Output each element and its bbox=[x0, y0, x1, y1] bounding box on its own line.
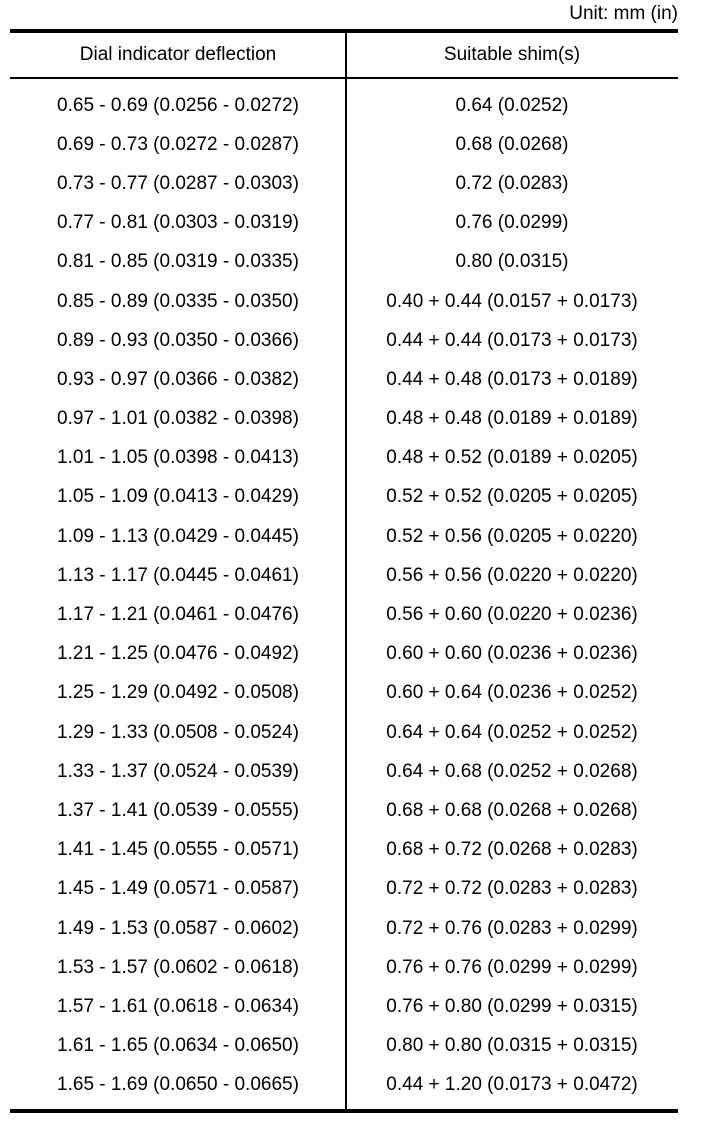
table-row bbox=[10, 439, 678, 478]
deflection-cell: 1.37 - 1.41 (0.0539 - 0.0555) bbox=[57, 799, 299, 821]
deflection-cell: 0.97 - 1.01 (0.0382 - 0.0398) bbox=[57, 408, 299, 430]
table-row bbox=[10, 321, 678, 360]
deflection-cell: 1.65 - 1.69 (0.0650 - 0.0665) bbox=[57, 1074, 299, 1096]
table-row bbox=[10, 1027, 678, 1066]
table-bottom-rule bbox=[10, 1109, 678, 1113]
table-header bbox=[10, 33, 678, 79]
table-row bbox=[10, 282, 678, 321]
shim-cell: 0.44 + 0.44 (0.0173 + 0.0173) bbox=[386, 329, 638, 351]
shim-cell: 0.80 (0.0315) bbox=[455, 251, 569, 273]
deflection-cell: 1.01 - 1.05 (0.0398 - 0.0413) bbox=[57, 447, 299, 469]
deflection-cell: 1.05 - 1.09 (0.0413 - 0.0429) bbox=[57, 486, 299, 508]
deflection-cell: 1.21 - 1.25 (0.0476 - 0.0492) bbox=[57, 643, 299, 665]
shim-cell: 0.48 + 0.48 (0.0189 + 0.0189) bbox=[386, 408, 638, 430]
table-row bbox=[10, 831, 678, 870]
shim-cell: 0.72 + 0.72 (0.0283 + 0.0283) bbox=[386, 878, 638, 900]
deflection-cell: 0.81 - 0.85 (0.0319 - 0.0335) bbox=[57, 251, 299, 273]
shim-cell: 0.56 + 0.56 (0.0220 + 0.0220) bbox=[386, 564, 638, 586]
shim-cell: 0.52 + 0.56 (0.0205 + 0.0220) bbox=[386, 525, 638, 547]
deflection-cell: 1.45 - 1.49 (0.0571 - 0.0587) bbox=[57, 878, 299, 900]
deflection-cell: 1.25 - 1.29 (0.0492 - 0.0508) bbox=[57, 682, 299, 704]
shim-cell: 0.76 + 0.80 (0.0299 + 0.0315) bbox=[386, 995, 638, 1017]
shim-table bbox=[10, 29, 678, 1113]
table-row bbox=[10, 360, 678, 399]
table-row bbox=[10, 164, 678, 203]
deflection-cell: 1.41 - 1.45 (0.0555 - 0.0571) bbox=[57, 839, 299, 861]
deflection-cell: 0.69 - 0.73 (0.0272 - 0.0287) bbox=[57, 133, 299, 155]
table-row bbox=[10, 125, 678, 164]
table-row bbox=[10, 674, 678, 713]
table-row bbox=[10, 635, 678, 674]
deflection-cell: 0.77 - 0.81 (0.0303 - 0.0319) bbox=[57, 212, 299, 234]
shim-cell: 0.72 (0.0283) bbox=[455, 172, 569, 194]
shim-cell: 0.72 + 0.76 (0.0283 + 0.0299) bbox=[386, 917, 638, 939]
table-row bbox=[10, 1066, 678, 1105]
column-divider bbox=[345, 33, 347, 1109]
deflection-cell: 0.85 - 0.89 (0.0335 - 0.0350) bbox=[57, 290, 299, 312]
table-row bbox=[10, 870, 678, 909]
deflection-cell: 1.29 - 1.33 (0.0508 - 0.0524) bbox=[57, 721, 299, 743]
shim-cell: 0.76 (0.0299) bbox=[455, 212, 569, 234]
deflection-cell: 0.73 - 0.77 (0.0287 - 0.0303) bbox=[57, 172, 299, 194]
table-row bbox=[10, 204, 678, 243]
table-row bbox=[10, 713, 678, 752]
header-suitable-shims: Suitable shim(s) bbox=[443, 44, 581, 65]
table-row bbox=[10, 987, 678, 1026]
table-row bbox=[10, 948, 678, 987]
deflection-cell: 1.33 - 1.37 (0.0524 - 0.0539) bbox=[57, 760, 299, 782]
shim-cell: 0.40 + 0.44 (0.0157 + 0.0173) bbox=[386, 290, 638, 312]
header-dial-indicator-deflection: Dial indicator deflection bbox=[79, 44, 277, 65]
table-row bbox=[10, 791, 678, 830]
shim-cell: 0.48 + 0.52 (0.0189 + 0.0205) bbox=[386, 447, 638, 469]
deflection-cell: 1.61 - 1.65 (0.0634 - 0.0650) bbox=[57, 1035, 299, 1057]
table-row bbox=[10, 86, 678, 125]
shim-cell: 0.64 (0.0252) bbox=[455, 94, 569, 116]
shim-cell: 0.80 + 0.80 (0.0315 + 0.0315) bbox=[386, 1035, 638, 1057]
shim-cell: 0.64 + 0.68 (0.0252 + 0.0268) bbox=[386, 760, 638, 782]
table-row bbox=[10, 517, 678, 556]
shim-cell: 0.60 + 0.64 (0.0236 + 0.0252) bbox=[386, 682, 638, 704]
shim-cell: 0.68 + 0.68 (0.0268 + 0.0268) bbox=[386, 799, 638, 821]
shim-cell: 0.68 + 0.72 (0.0268 + 0.0283) bbox=[386, 839, 638, 861]
deflection-cell: 1.49 - 1.53 (0.0587 - 0.0602) bbox=[57, 917, 299, 939]
shim-cell: 0.60 + 0.60 (0.0236 + 0.0236) bbox=[386, 643, 638, 665]
deflection-cell: 1.13 - 1.17 (0.0445 - 0.0461) bbox=[57, 564, 299, 586]
shim-cell: 0.68 (0.0268) bbox=[455, 133, 569, 155]
deflection-cell: 1.09 - 1.13 (0.0429 - 0.0445) bbox=[57, 525, 299, 547]
table-row bbox=[10, 400, 678, 439]
table-row bbox=[10, 556, 678, 595]
deflection-cell: 1.53 - 1.57 (0.0602 - 0.0618) bbox=[57, 956, 299, 978]
shim-cell: 0.52 + 0.52 (0.0205 + 0.0205) bbox=[386, 486, 638, 508]
deflection-cell: 1.57 - 1.61 (0.0618 - 0.0634) bbox=[57, 995, 299, 1017]
shim-cell: 0.56 + 0.60 (0.0220 + 0.0236) bbox=[386, 604, 638, 626]
table-row bbox=[10, 478, 678, 517]
table-row bbox=[10, 595, 678, 634]
deflection-cell: 0.65 - 0.69 (0.0256 - 0.0272) bbox=[57, 94, 299, 116]
table-body bbox=[10, 79, 678, 1105]
table-row bbox=[10, 909, 678, 948]
deflection-cell: 0.89 - 0.93 (0.0350 - 0.0366) bbox=[57, 329, 299, 351]
shim-cell: 0.44 + 0.48 (0.0173 + 0.0189) bbox=[386, 368, 638, 390]
shim-cell: 0.76 + 0.76 (0.0299 + 0.0299) bbox=[386, 956, 638, 978]
shim-cell: 0.64 + 0.64 (0.0252 + 0.0252) bbox=[386, 721, 638, 743]
deflection-cell: 0.93 - 0.97 (0.0366 - 0.0382) bbox=[57, 368, 299, 390]
table-row bbox=[10, 752, 678, 791]
unit-label: Unit: mm (in) bbox=[569, 3, 678, 24]
table-row bbox=[10, 243, 678, 282]
shim-cell: 0.44 + 1.20 (0.0173 + 0.0472) bbox=[386, 1074, 638, 1096]
deflection-cell: 1.17 - 1.21 (0.0461 - 0.0476) bbox=[57, 604, 299, 626]
